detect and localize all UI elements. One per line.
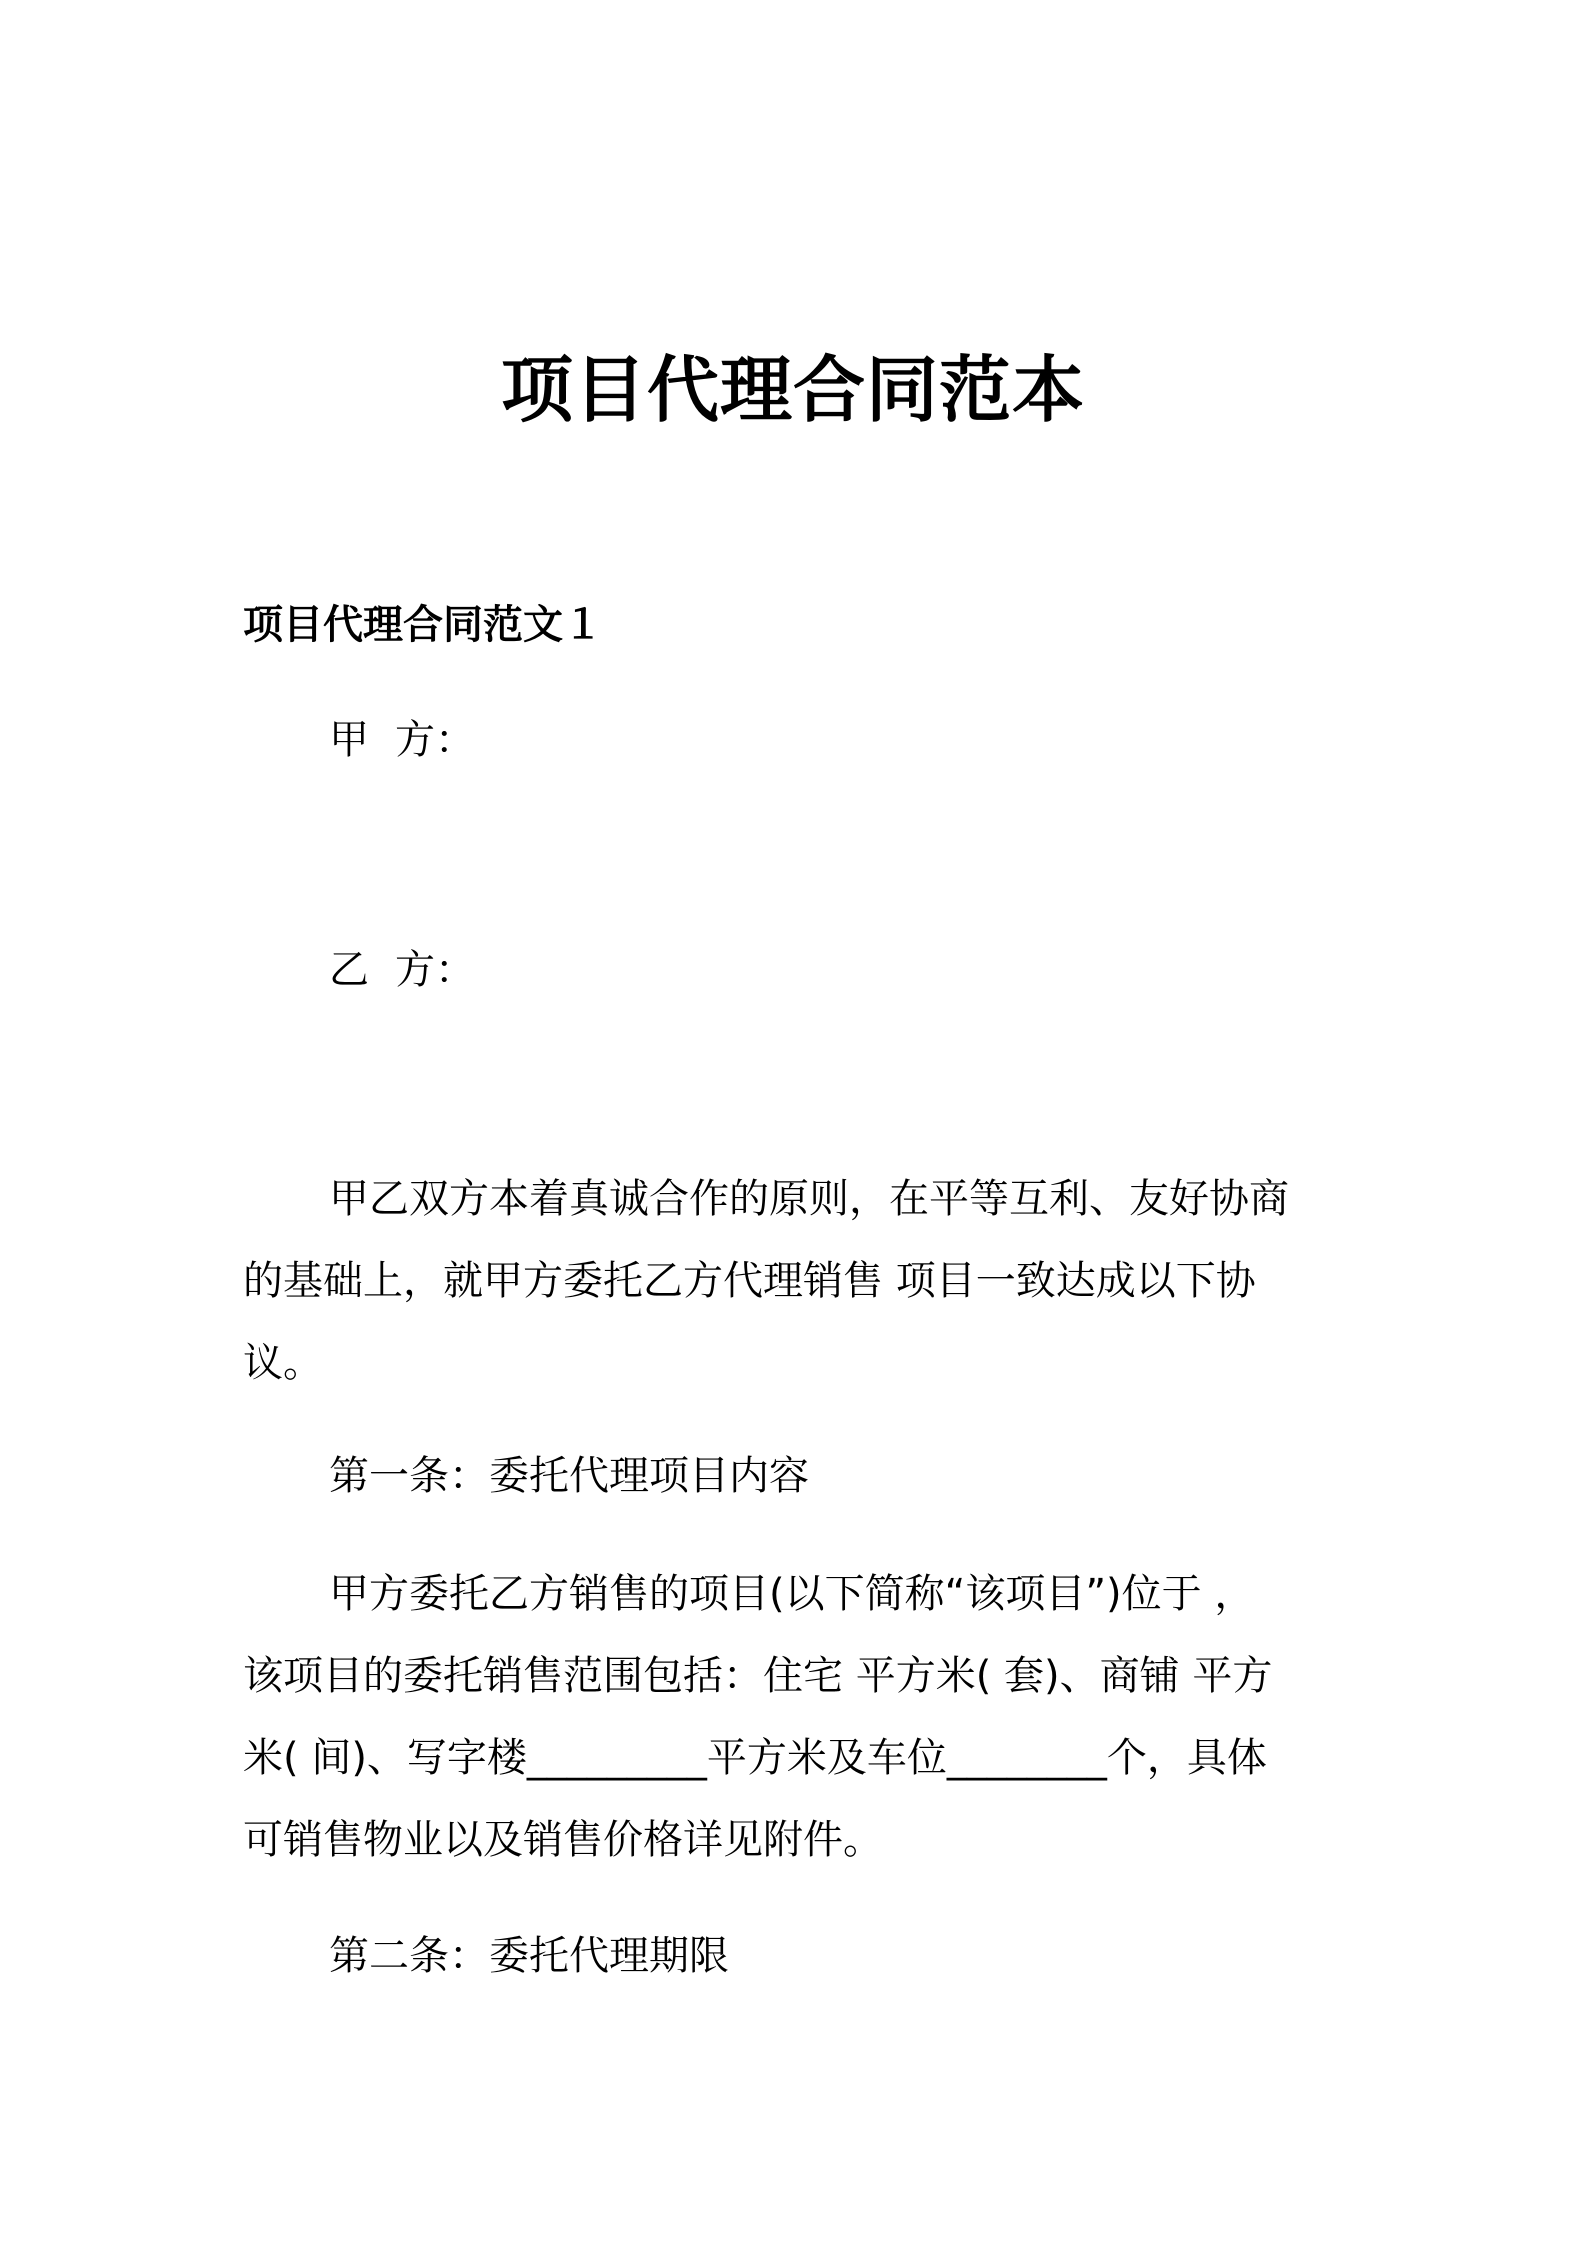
article-1-paragraph — [243, 1553, 1360, 1881]
intro-paragraph — [243, 1158, 1360, 1404]
party-b-line — [329, 940, 475, 1000]
intro-line-2: 的基础上，就甲方委托乙方代理销售 项目一致达成以下协 — [243, 1258, 1256, 1304]
article-1-line-4: 可销售物业以及销售价格详见附件。 — [243, 1817, 883, 1863]
intro-line-3: 议。 — [243, 1340, 323, 1386]
intro-line-1: 甲乙双方本着真诚合作的原则，在平等互利、友好协商 — [329, 1176, 1289, 1222]
article-1-line-1: 甲方委托乙方销售的项目(以下简称“该项目”)位于 ， — [329, 1571, 1255, 1617]
article-1-line-2: 该项目的委托销售范围包括：住宅 平方米( 套)、商铺 平方 — [243, 1653, 1273, 1699]
article-1-line-3: 米( 间)、写字楼_________平方米及车位________个，具体 — [243, 1735, 1267, 1781]
party-a-suffix: 方： — [395, 717, 475, 763]
article-2-title: 第二条：委托代理期限 — [329, 1933, 729, 1979]
article-1-title: 第一条：委托代理项目内容 — [329, 1453, 809, 1499]
document-title: 项目代理合同范本 — [500, 348, 1085, 432]
party-b-label: 乙 — [329, 947, 369, 993]
party-a-line — [329, 710, 475, 770]
party-a-label: 甲 — [329, 717, 369, 763]
section-heading: 项目代理合同范文１ — [243, 602, 603, 648]
party-b-suffix: 方： — [395, 947, 475, 993]
